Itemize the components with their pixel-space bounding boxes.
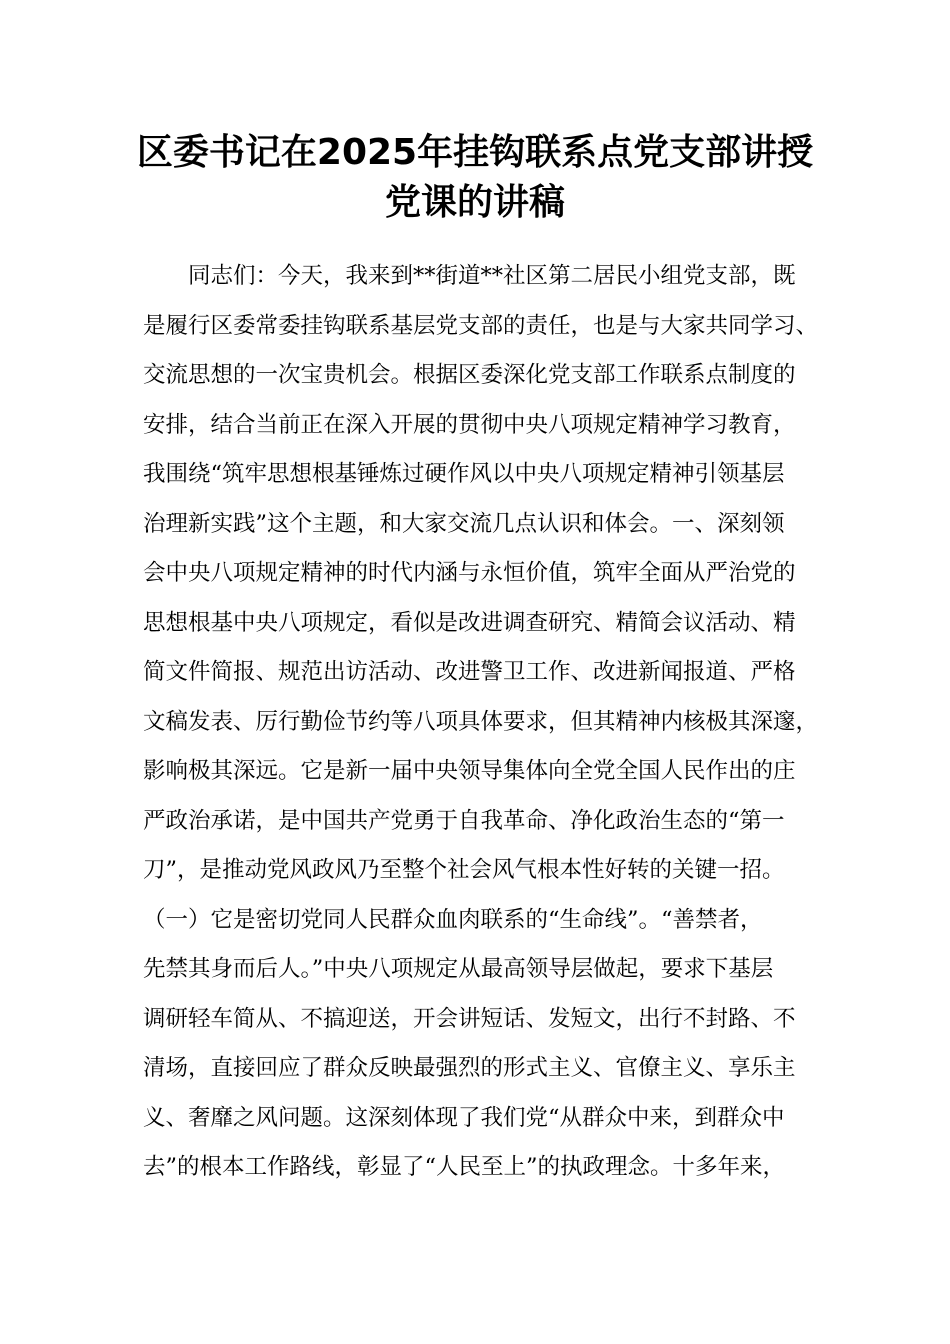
body-line: 义、奢靡之风问题。这深刻体现了我们党“从群众中来，到群众中 [143, 1104, 785, 1131]
document-title [120, 128, 830, 228]
body-line: 去”的根本工作路线，彰显了“人民至上”的执政理念。十多年来， [143, 1154, 786, 1180]
body-line: 会中央八项规定精神的时代内涵与永恒价值，筑牢全面从严治党的 [143, 560, 796, 586]
body-line: 同志们：今天，我来到**街道**社区第二居民小组党支部，既 [188, 263, 796, 289]
body-line: 文稿发表、厉行勤俭节约等八项具体要求，但其精神内核极其深邃， [143, 708, 819, 735]
body-line: 简文件简报、规范出访活动、改进警卫工作、改进新闻报道、严格 [143, 659, 796, 685]
body-line: 清场，直接回应了群众反映最强烈的形式主义、官僚主义、享乐主 [143, 1055, 796, 1081]
speech-body [143, 252, 833, 1193]
body-line: 刀”，是推动党风政风乃至整个社会风气根本性好转的关键一招。 [143, 857, 785, 883]
body-line: 我围绕“筑牢思想根基锤炼过硬作风以中央八项规定精神引领基层 [143, 461, 785, 487]
body-line: 交流思想的一次宝贵机会。根据区委深化党支部工作联系点制度的 [143, 362, 796, 388]
body-line: 影响极其深远。它是新一届中央领导集体向全党全国人民作出的庄 [143, 758, 796, 784]
body-line: 治理新实践”这个主题，和大家交流几点认识和体会。一、深刻领 [143, 510, 785, 537]
title-line: 党课的讲稿 [384, 182, 565, 223]
body-line: 是履行区委常委挂钩联系基层党支部的责任，也是与大家共同学习、 [143, 312, 819, 339]
body-line: （一）它是密切党同人民群众血肉联系的“生命线”。“善禁者， [143, 906, 763, 933]
body-line: 安排，结合当前正在深入开展的贯彻中央八项规定精神学习教育， [143, 411, 796, 438]
body-line: 先禁其身而后人。”中央八项规定从最高领导层做起，要求下基层 [143, 956, 774, 982]
title-line: 区委书记在2025年挂钩联系点党支部讲授 [136, 132, 814, 173]
body-line: 调研轻车简从、不搞迎送，开会讲短话、发短文，出行不封路、不 [143, 1005, 796, 1032]
body-line: 思想根基中央八项规定，看似是改进调查研究、精简会议活动、精 [143, 609, 796, 636]
body-line: 严政治承诺，是中国共产党勇于自我革命、净化政治生态的“第一 [143, 807, 785, 834]
